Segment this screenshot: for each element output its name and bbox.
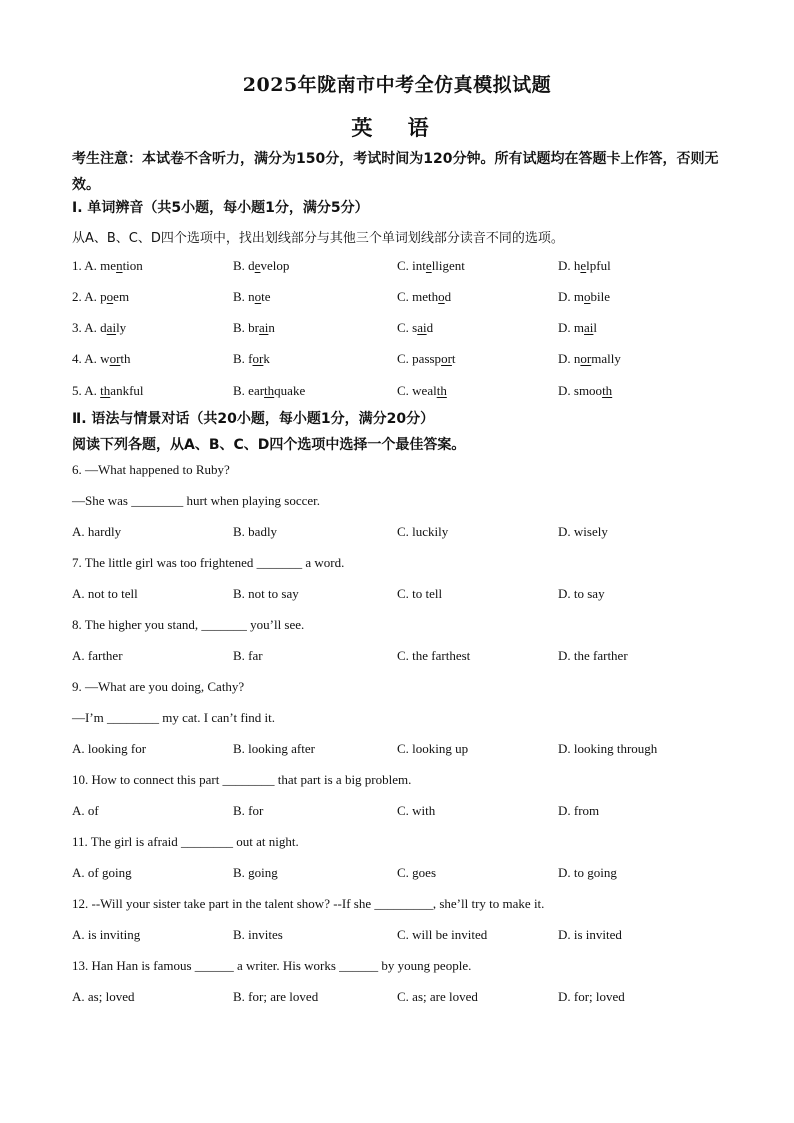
- option-a[interactable]: A. hardly: [72, 524, 122, 539]
- word-part: bile: [590, 289, 611, 304]
- word-part: tion: [122, 258, 143, 273]
- option-b[interactable]: [233, 320, 275, 336]
- option-b[interactable]: [233, 289, 271, 305]
- option-c[interactable]: [397, 351, 456, 367]
- option-a[interactable]: A. not to tell: [72, 586, 138, 601]
- option-label: B.: [233, 258, 249, 273]
- underlined-letters: ai: [417, 320, 427, 335]
- option-a[interactable]: [72, 320, 126, 336]
- underlined-letters: o: [254, 289, 262, 304]
- underlined-letters: or: [580, 351, 592, 366]
- underlined-letters: e: [580, 258, 587, 273]
- section-2-heading: Ⅱ. 语法与情景对话（共20小题，每小题1分，满分20分）: [72, 411, 435, 427]
- option-label: C.: [397, 258, 413, 273]
- underlined-letters: ai: [106, 320, 117, 335]
- exam-title: 2025年陇南市中考全仿真模拟试题: [242, 74, 552, 96]
- option-a[interactable]: [72, 383, 144, 399]
- question-6-line-1: 6. —What happened to Ruby?: [72, 462, 230, 477]
- question-9-line-2: —I’m ________ my cat. I can’t find it.: [72, 710, 276, 725]
- option-label: 5. A.: [72, 383, 101, 398]
- option-a[interactable]: A. of going: [72, 865, 132, 880]
- question-10-line-1: 10. How to connect this part ________ that part is a big problem.: [72, 772, 412, 787]
- option-label: D.: [558, 351, 574, 366]
- question-8-line-1: 8. The higher you stand, _______ you’ll see.: [72, 617, 305, 632]
- question-13-line-1: 13. Han Han is famous ______ a writer. His works ______ by young people.: [72, 958, 472, 973]
- option-a[interactable]: A. as; loved: [72, 989, 135, 1004]
- option-d[interactable]: [558, 320, 597, 336]
- question-13-options: [0, 989, 794, 1007]
- option-b[interactable]: B. badly: [233, 524, 278, 539]
- option-label: D.: [558, 289, 574, 304]
- word-part: smoo: [573, 383, 603, 398]
- phonetics-question-5: [0, 383, 794, 401]
- option-label: B.: [233, 351, 249, 366]
- question-9-options: [0, 741, 794, 759]
- option-b[interactable]: [233, 258, 289, 274]
- option-b[interactable]: B. looking after: [233, 741, 315, 756]
- underlined-letters: or: [252, 351, 264, 366]
- option-c[interactable]: C. looking up: [397, 741, 469, 756]
- underlined-letters: th: [436, 383, 447, 398]
- word-part: lligent: [431, 258, 465, 273]
- underlined-letters: th: [264, 383, 275, 398]
- option-label: B.: [233, 289, 249, 304]
- option-c[interactable]: C. with: [397, 803, 436, 818]
- option-d[interactable]: [558, 383, 612, 399]
- option-d[interactable]: [558, 289, 610, 305]
- option-d[interactable]: [558, 258, 611, 274]
- exam-notice: 考生注意：本试卷不含听力，满分为150分，考试时间为120分钟。所有试题均在答题卡上作答，否则无效。: [72, 151, 719, 193]
- option-label: C.: [397, 383, 413, 398]
- word-part: m: [573, 320, 585, 335]
- word-part: int: [412, 258, 426, 273]
- word-part: weal: [412, 383, 437, 398]
- underlined-letters: e: [254, 258, 261, 273]
- underlined-letters: ai: [259, 320, 269, 335]
- option-d[interactable]: D. from: [558, 803, 600, 818]
- underlined-letters: e: [425, 258, 432, 273]
- underlined-letters: or: [441, 351, 452, 366]
- option-a[interactable]: A. farther: [72, 648, 123, 663]
- option-c[interactable]: [397, 289, 451, 305]
- option-label: B.: [233, 320, 249, 335]
- underlined-letters: th: [100, 383, 111, 398]
- option-d[interactable]: D. is invited: [558, 927, 622, 942]
- word-part: quake: [274, 383, 306, 398]
- word-part: d: [100, 320, 107, 335]
- underlined-letters: o: [584, 289, 591, 304]
- word-part: t: [451, 351, 456, 366]
- word-part: h: [573, 258, 581, 273]
- option-label: 3. A.: [72, 320, 101, 335]
- option-label: D.: [558, 383, 574, 398]
- option-a[interactable]: A. of: [72, 803, 99, 818]
- option-label: C.: [397, 320, 413, 335]
- option-b[interactable]: B. for: [233, 803, 264, 818]
- word-part: mally: [591, 351, 621, 366]
- option-c[interactable]: C. goes: [397, 865, 436, 880]
- word-part: lpful: [586, 258, 611, 273]
- word-part: meth: [412, 289, 439, 304]
- option-c[interactable]: C. will be invited: [397, 927, 488, 942]
- option-b[interactable]: B. going: [233, 865, 278, 880]
- word-part: w: [100, 351, 110, 366]
- option-d[interactable]: D. the farther: [558, 648, 628, 663]
- option-label: D.: [558, 320, 574, 335]
- option-a[interactable]: [72, 258, 143, 274]
- word-part: d: [426, 320, 434, 335]
- word-part: te: [261, 289, 271, 304]
- phonetics-question-2: [0, 289, 794, 307]
- option-a[interactable]: [72, 289, 129, 305]
- option-b[interactable]: [233, 383, 305, 399]
- question-9-line-1: 9. —What are you doing, Cathy?: [72, 679, 245, 694]
- question-7-line-1: 7. The little girl was too frightened _______ a word.: [72, 555, 345, 570]
- option-label: 4. A.: [72, 351, 101, 366]
- word-part: ankful: [110, 383, 144, 398]
- question-8-options: [0, 648, 794, 666]
- question-12-options: [0, 927, 794, 945]
- underlined-letters: or: [109, 351, 121, 366]
- option-d[interactable]: D. for; loved: [558, 989, 625, 1004]
- option-label: B.: [233, 383, 249, 398]
- word-part: ear: [248, 383, 265, 398]
- option-d[interactable]: D. looking through: [558, 741, 658, 756]
- word-part: ly: [116, 320, 127, 335]
- question-10-options: [0, 803, 794, 821]
- question-11-line-1: 11. The girl is afraid ________ out at night.: [72, 834, 299, 849]
- word-part: m: [573, 289, 585, 304]
- option-c[interactable]: C. luckily: [397, 524, 449, 539]
- word-part: em: [113, 289, 130, 304]
- option-a[interactable]: A. looking for: [72, 741, 147, 756]
- section-2-instruction: 阅读下列各题，从A、B、C、D四个选项中选择一个最佳答案。: [72, 437, 466, 453]
- word-part: n: [573, 351, 581, 366]
- option-b[interactable]: B. not to say: [233, 586, 299, 601]
- word-part: br: [248, 320, 260, 335]
- option-label: C.: [397, 289, 413, 304]
- option-d[interactable]: [558, 351, 621, 367]
- phonetics-question-4: [0, 351, 794, 369]
- option-c[interactable]: C. to tell: [397, 586, 443, 601]
- underlined-letters: o: [106, 289, 114, 304]
- option-b[interactable]: B. invites: [233, 927, 283, 942]
- underlined-letters: th: [602, 383, 613, 398]
- option-d[interactable]: D. to going: [558, 865, 617, 880]
- word-part: k: [263, 351, 270, 366]
- option-label: 2. A.: [72, 289, 101, 304]
- phonetics-question-3: [0, 320, 794, 338]
- option-c[interactable]: C. the farthest: [397, 648, 471, 663]
- word-part: n: [248, 289, 255, 304]
- option-c[interactable]: [397, 258, 465, 274]
- word-part: d: [248, 258, 255, 273]
- option-label: C.: [397, 351, 413, 366]
- option-d[interactable]: D. to say: [558, 586, 605, 601]
- question-6-options: [0, 524, 794, 542]
- option-b[interactable]: B. for; are loved: [233, 989, 319, 1004]
- word-part: l: [593, 320, 598, 335]
- option-c[interactable]: [397, 320, 433, 336]
- option-label: 1. A.: [72, 258, 101, 273]
- underlined-letters: ai: [584, 320, 594, 335]
- option-a[interactable]: [72, 351, 131, 367]
- option-c[interactable]: C. as; are loved: [397, 989, 478, 1004]
- option-label: D.: [558, 258, 574, 273]
- phonetics-question-1: [0, 258, 794, 276]
- section-1-instruction: 从A、B、C、D四个选项中，找出划线部分与其他三个单词划线部分读音不同的选项。: [72, 231, 564, 246]
- question-7-options: [0, 586, 794, 604]
- option-b[interactable]: B. far: [233, 648, 263, 663]
- underlined-letters: o: [438, 289, 445, 304]
- option-d[interactable]: D. wisely: [558, 524, 608, 539]
- word-part: p: [100, 289, 107, 304]
- option-c[interactable]: [397, 383, 447, 399]
- word-part: n: [268, 320, 275, 335]
- section-1-heading: Ⅰ. 单词辨音（共5小题，每小题1分，满分5分）: [72, 200, 369, 216]
- option-b[interactable]: [233, 351, 270, 367]
- word-part: me: [100, 258, 117, 273]
- word-part: passp: [412, 351, 442, 366]
- question-11-options: [0, 865, 794, 883]
- word-part: s: [412, 320, 418, 335]
- underlined-letters: n: [116, 258, 123, 273]
- question-12-line-1: 12. --Will your sister take part in the talent show? --If she _________, she’ll try to make it.: [72, 896, 545, 911]
- option-a[interactable]: A. is inviting: [72, 927, 141, 942]
- subject-title: 英 语: [351, 115, 443, 140]
- word-part: velop: [260, 258, 290, 273]
- word-part: f: [248, 351, 253, 366]
- word-part: d: [444, 289, 452, 304]
- word-part: th: [120, 351, 131, 366]
- question-6-line-2: —She was ________ hurt when playing soccer.: [72, 493, 321, 508]
